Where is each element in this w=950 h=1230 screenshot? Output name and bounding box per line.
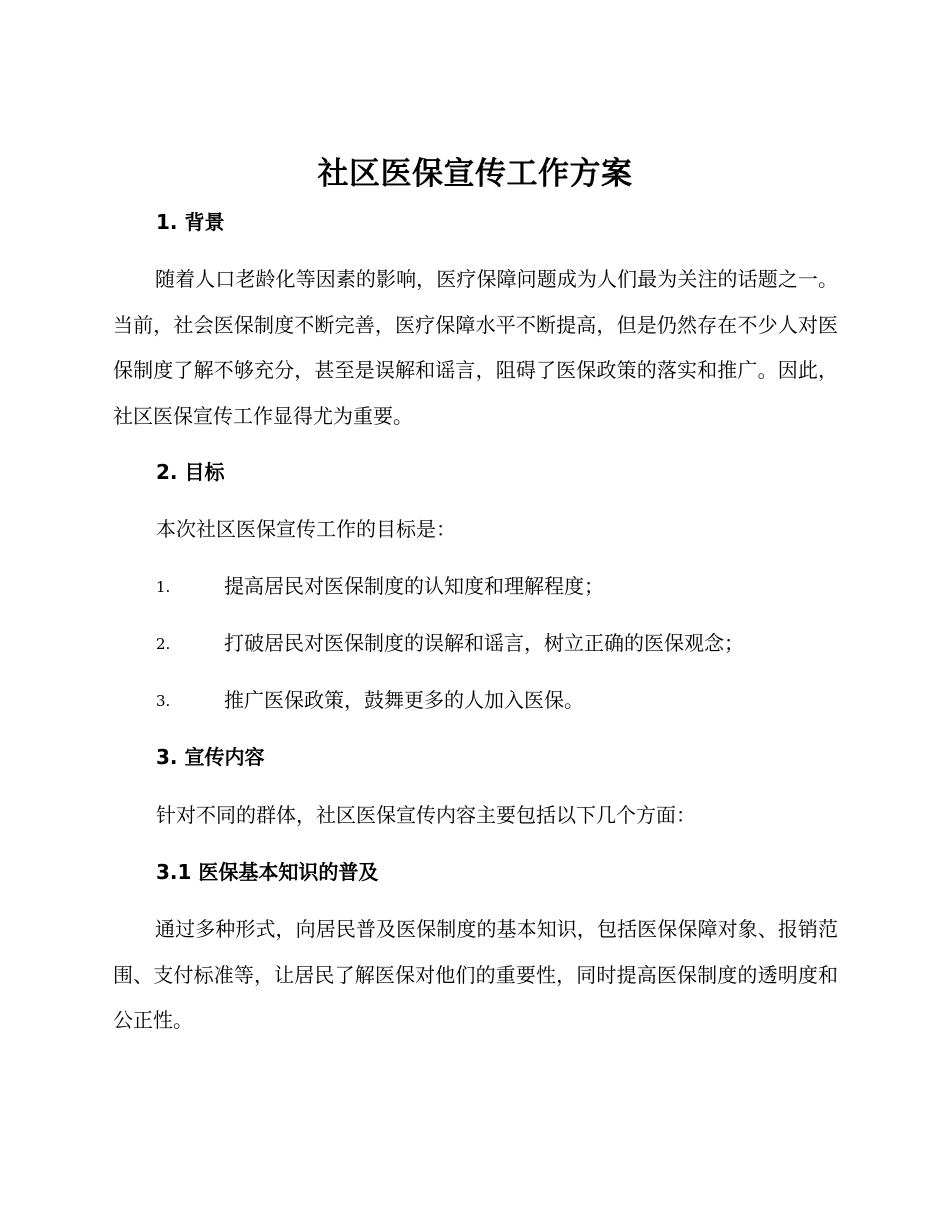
- section-heading-goals: 2. 目标: [156, 460, 225, 484]
- list-item-number: 3.: [156, 692, 171, 710]
- subsection-heading-basics: 3.1 医保基本知识的普及: [156, 860, 379, 884]
- list-item-number: 1.: [156, 578, 171, 596]
- background-paragraph: 随着人口老龄化等因素的影响，医疗保障问题成为人们最为关注的话题之一。当前，社会医保制度不断完善，医疗保障水平不断提高，但是仍然存在不少人对医保制度了解不够充分，甚至是误解和谣言，阻碍了医保政策的落实和推广。因此，社区医保宣传工作显得尤为重要。: [113, 267, 838, 428]
- content-intro: 针对不同的群体，社区医保宣传内容主要包括以下几个方面：: [156, 803, 696, 827]
- section-heading-content: 3. 宣传内容: [156, 745, 265, 769]
- document-title: 社区医保宣传工作方案: [317, 156, 633, 192]
- list-item-text: 提高居民对医保制度的认知度和理解程度；: [224, 574, 604, 598]
- basics-paragraph: 通过多种形式，向居民普及医保制度的基本知识，包括医保保障对象、报销范围、支付标准等，让居民了解医保对他们的重要性，同时提高医保制度的透明度和公正性。: [113, 917, 838, 1032]
- list-item-number: 2.: [156, 635, 171, 653]
- goals-intro: 本次社区医保宣传工作的目标是：: [156, 517, 456, 541]
- list-item-text: 推广医保政策，鼓舞更多的人加入医保。: [224, 688, 584, 712]
- list-item-text: 打破居民对医保制度的误解和谣言，树立正确的医保观念；: [224, 631, 744, 655]
- section-heading-background: 1. 背景: [156, 210, 225, 234]
